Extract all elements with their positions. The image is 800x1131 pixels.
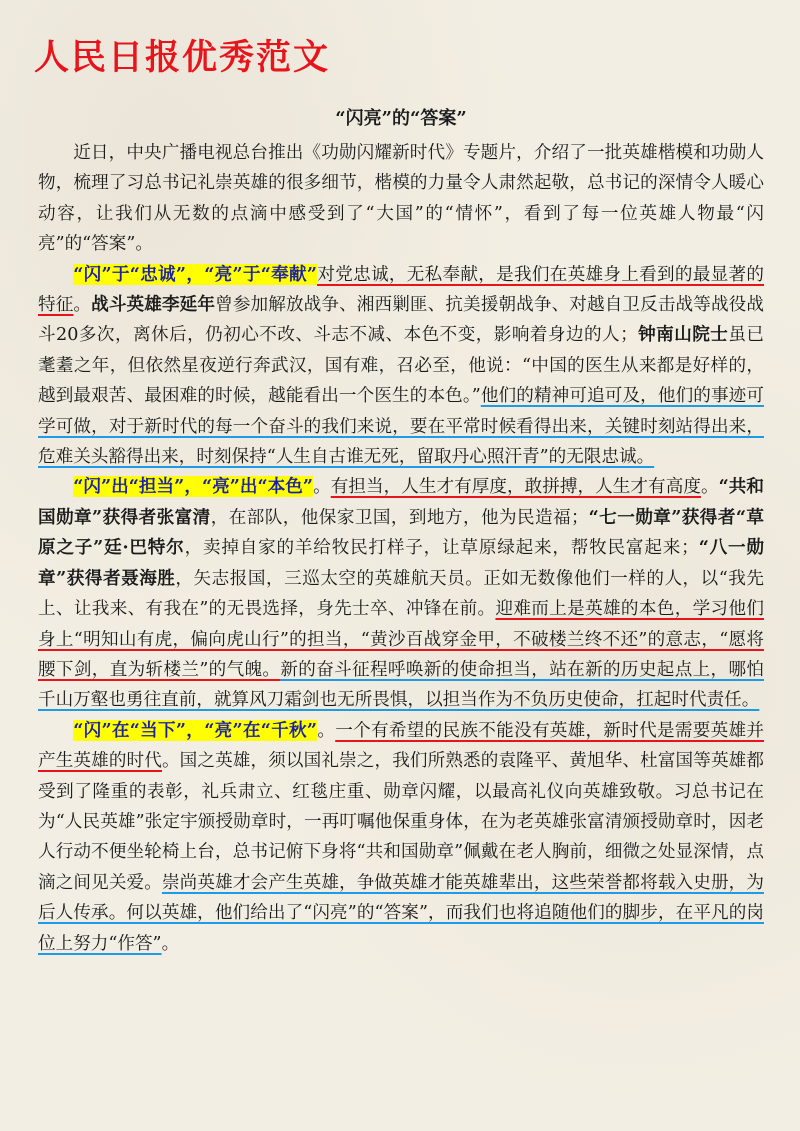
hero-name: “七一勋章”获得者“草原之子”廷·巴特尔 [38,506,764,559]
hero-name: “共和国勋章”获得者张富清 [38,476,764,528]
paragraph-intro [38,138,764,260]
summary-sentence: 新的奋斗征程呼唤新的使命担当，站在新的历史起点上，哪怕千山万壑也勇往直前，就算风刀霜剑也无所畏惧，以担当作为不负历史使命，扛起时代责任。 [38,659,764,711]
paragraph-present: “闪”在“当下”，“亮”在“千秋”。一个有希望的民族不能没有英雄，新时代是需要英雄并产生英雄的时代。国之英雄，须以国礼崇之，我们所熟悉的袁隆平、黄旭华、杜富国等英雄都受到了隆重的表彰，礼兵肃立、红毯庄重、勋章闪耀，以最高礼仪向英雄致敬。习总书记在为“人民英雄”张定宇颁授勋章时，一再叮嘱他保重身体，在为老英雄张富清颁授勋章时，因老人行动不便坐轮椅上台，总书记俯下身将“共和国勋章”佩戴在老人胸前，细微之处显深情，点滴之间见关爱。崇尚英雄才会产生英雄，争做英雄才能英雄辈出，这些荣誉都将载入史册，为后人传承。何以英雄，他们给出了“闪亮”的“答案”，而我们也将追随他们的脚步，在平凡的岗位上努力“作答”。 [38,719,764,954]
intro-text: 近日，中央广播电视总台推出《功勋闪耀新时代》专题片，介绍了一批英雄楷模和功勋人物，梳理了习总书记礼崇英雄的很多细节，楷模的力量令人肃然起敬，总书记的深情令人暖心动容，让我们从无数的点滴中感受到了“大国”的“情怀”，看到了每一位英雄人物最“闪亮”的“答案”。 [38,143,764,255]
section-heading-loyalty: “闪”于“忠诚”，“亮”于“奉献” [73,263,318,285]
key-sentence: 对党忠诚，无私奉献，是我们在英雄身上看到的最显著的特征 [38,264,764,316]
section-heading-responsibility: “闪”出“担当”，“亮”出“本色” [73,476,314,498]
page-header-title: 人民日报优秀范文 [34,38,331,78]
paragraph-responsibility: “闪”出“担当”，“亮”出“本色”。有担当，人生才有厚度，敢拼搏，人生才有高度。“共和国勋章”获得者张富清，在部队，他保家卫国，到地方，他为民造福；“七一勋章”获得者“草原之子”廷·巴特尔，卖掉自家的羊给牧民打样子，让草原绿起来，帮牧民富起来；“八一勋章”获得者聂海胜，矢志报国，三巡太空的英雄航天员。正如无数像他们一样的人，以“我先上、让我来、有我在”的无畏选择，身先士卒、冲锋在前。迎难而上是英雄的本色，学习他们身上“明知山有虎，偏向虎山行”的担当，“黄沙百战穿金甲，不破楼兰终不还”的意志，“愿将腰下剑，直为斩楼兰”的气魄。新的奋斗征程呼唤新的使命担当，站在新的历史起点上，哪怕千山万壑也勇往直前，就算风刀霜剑也无所畏惧，以担当作为不负历史使命，扛起时代责任。 [38,476,764,711]
section-heading-present: “闪”在“当下”，“亮”在“千秋” [73,719,318,741]
paragraph-loyalty: “闪”于“忠诚”，“亮”于“奉献”对党忠诚，无私奉献，是我们在英雄身上看到的最显著的特征。战斗英雄李延年曾参加解放战争、湘西剿匪、抗美援朝战争、对越自卫反击战等战役战斗20多次，离休后，仍初心不改、斗志不减、本色不变，影响着身边的人；钟南山院士虽已耄耋之年，但依然星夜逆行奔武汉，国有难，召必至，他说：“中国的医生从来都是好样的，越到最艰苦、最困难的时候，越能看出一个医生的本色。”他们的精神可追可及，他们的事迹可学可做，对于新时代的每一个奋斗的我们来说，要在平常时候看得出来，关键时刻站得出来，危难关头豁得出来，时刻保持“人生自古谁无死，留取丹心照汗青”的无限忠诚。 [38,263,764,468]
quote-sentence: 迎难而上是英雄的本色，学习他们身上“明知山有虎，偏向虎山行”的担当，“黄沙百战穿金甲，不破楼兰终不还”的意志，“愿将腰下剑，直为斩楼兰”的气魄。 [38,599,764,680]
article [38,104,764,959]
hero-name: “八一勋章”获得者聂海胜 [38,537,764,589]
hero-name: 战斗英雄李延年 [91,294,216,316]
hero-name: 钟南山院士 [637,324,729,346]
key-sentence: 有担当，人生才有厚度，敢拼搏，人生才有高度 [330,477,701,498]
summary-sentence: 崇尚英雄才会产生英雄，争做英雄才能英雄辈出，这些荣誉都将载入史册，为后人传承。何以英雄，他们给出了“闪亮”的“答案”，而我们也将追随他们的脚步，在平凡的岗位上努力“作答” [38,872,764,954]
key-sentence: 一个有希望的民族不能没有英雄，新时代是需要英雄并产生英雄的时代 [38,720,764,772]
article-title: “闪亮”的“答案” [335,108,467,129]
summary-sentence: 他们的精神可追可及，他们的事迹可学可做，对于新时代的每一个奋斗的我们来说，要在平常时候看得出来，关键时刻站得出来，危难关头豁得出来，时刻保持“人生自古谁无死，留取丹心照汗青”的无限忠诚。 [38,386,764,468]
